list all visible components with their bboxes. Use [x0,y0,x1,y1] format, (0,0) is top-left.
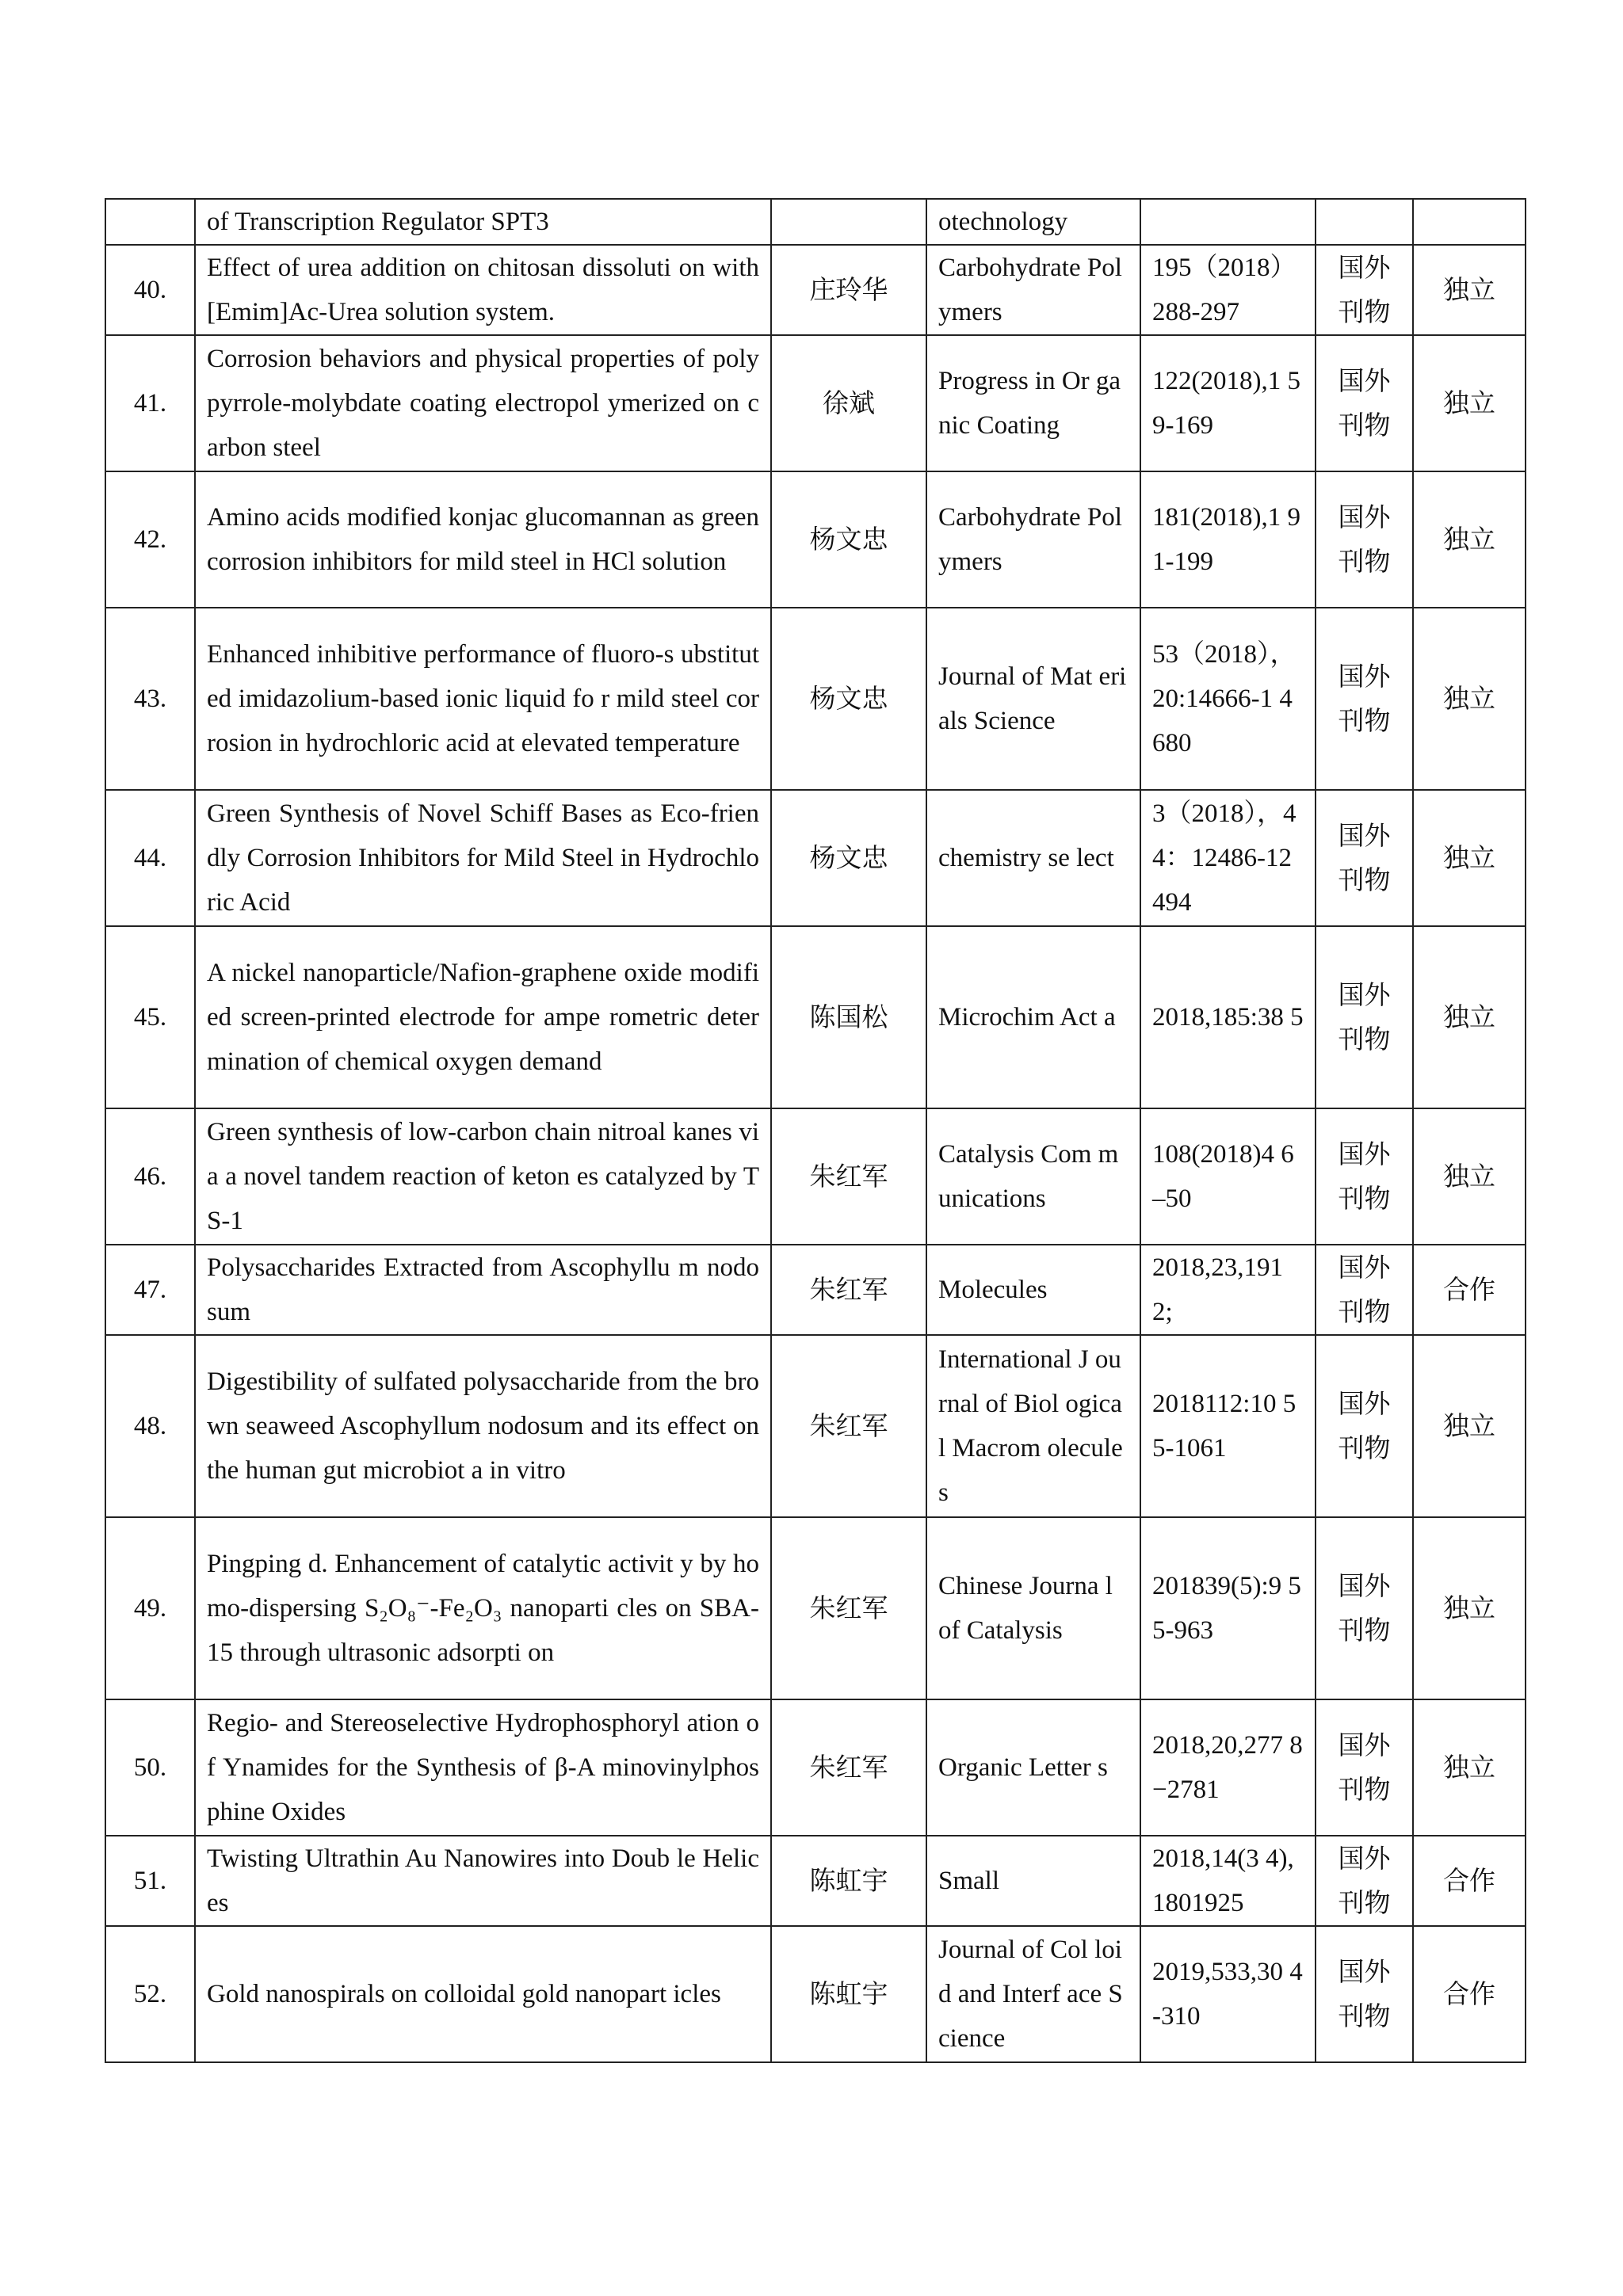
journal-name: Carbohydrate Polymers [938,254,1122,326]
cooperation-type: 独立 [1443,1410,1495,1441]
journal-name-cell [926,608,1140,790]
author-name: 徐斌 [823,387,875,418]
volume-pages: 2018,185:38 5 [1152,1003,1304,1032]
cooperation-type-cell [1413,471,1526,608]
journal-name: Journal of Col loid and Interf ace Science [938,1936,1123,2053]
table-row [105,1699,1526,1836]
journal-name-cell [926,1836,1140,1926]
journal-name: Chinese Journa l of Catalysis [938,1572,1113,1645]
row-number: 40. [133,276,167,304]
volume-pages: 108(2018)4 6–50 [1152,1140,1294,1213]
publication-type-cell [1316,1836,1413,1926]
volume-pages-cell [1140,1108,1316,1245]
publication-type-cell [1316,608,1413,790]
author-name: 庄玲华 [809,274,888,305]
publications-table-body [105,199,1526,2062]
author-name: 朱红军 [809,1410,888,1441]
journal-name-cell [926,1335,1140,1517]
volume-pages: 2018,23,191 2; [1152,1253,1283,1326]
cooperation-type-cell [1413,790,1526,926]
author-name-cell [771,1836,926,1926]
table-row [105,1926,1526,2062]
author-name: 朱红军 [809,1592,888,1623]
cooperation-type: 独立 [1443,1752,1495,1783]
volume-pages: 181(2018),1 91-199 [1152,503,1300,576]
row-number-cell [105,245,195,335]
row-number: 41. [133,389,167,418]
table-row [105,790,1526,926]
publication-type-cell [1316,790,1413,926]
paper-title: Effect of urea addition on chitosan dissoluti on with [Emim]Ac-Urea solution system. [207,254,759,326]
paper-title: Digestibility of sulfated polysaccharide from the brown seaweed Ascophyllum nodosum and its effect on the human gut microbiot a in vitro [207,1367,759,1485]
cooperation-type: 独立 [1443,1001,1495,1032]
row-number-cell [105,790,195,926]
paper-title-cell [195,199,771,245]
cooperation-type-cell [1413,335,1526,471]
journal-name-cell [926,1517,1140,1699]
publication-type-cell [1316,335,1413,471]
journal-name: Catalysis Com munications [938,1140,1119,1213]
cooperation-type: 独立 [1443,387,1495,418]
row-number: 46. [133,1162,167,1191]
journal-name: otechnology [938,208,1068,236]
row-number-cell [105,926,195,1108]
publication-type: 国外刊物 [1338,1843,1391,1918]
journal-name-cell [926,1926,1140,2062]
row-number-cell [105,471,195,608]
volume-pages: 53（2018），20:14666-1 4680 [1152,640,1296,757]
journal-name: Carbohydrate Polymers [938,503,1122,576]
author-name: 朱红军 [809,1752,888,1783]
row-number: 43. [133,685,167,713]
journal-name: Small [938,1867,1000,1895]
cooperation-type: 独立 [1443,274,1495,305]
volume-pages-cell [1140,1335,1316,1517]
publication-type-cell [1316,1699,1413,1836]
volume-pages-cell [1140,1245,1316,1335]
volume-pages-cell [1140,199,1316,245]
author-name-cell [771,1699,926,1836]
journal-name-cell [926,245,1140,335]
publication-type: 国外刊物 [1338,1570,1391,1646]
row-number-cell [105,1108,195,1245]
publications-table [105,198,1526,2063]
row-number: 47. [133,1276,167,1304]
table-row [105,199,1526,245]
volume-pages-cell [1140,1926,1316,2062]
volume-pages: 195（2018）288-297 [1152,254,1296,326]
volume-pages: 3（2018），44：12486-12494 [1152,799,1296,917]
row-number-cell [105,1926,195,2062]
row-number: 52. [133,1980,167,2008]
table-row [105,1245,1526,1335]
cooperation-type: 独立 [1443,1161,1495,1192]
paper-title: of Transcription Regulator SPT3 [207,208,549,236]
author-name-cell [771,1245,926,1335]
publication-type-cell [1316,1335,1413,1517]
paper-title: Green synthesis of low-carbon chain nitroal kanes via a novel tandem reaction of keton es catalyzed by TS-1 [207,1118,759,1235]
journal-name-cell [926,471,1140,608]
cooperation-type-cell [1413,1517,1526,1699]
publication-type: 国外刊物 [1338,365,1391,441]
volume-pages: 201839(5):9 55-963 [1152,1572,1301,1645]
author-name: 杨文忠 [809,842,888,873]
volume-pages-cell [1140,471,1316,608]
volume-pages: 2019,533,30 4-310 [1152,1958,1303,2031]
cooperation-type-cell [1413,1926,1526,2062]
author-name-cell [771,1108,926,1245]
volume-pages-cell [1140,608,1316,790]
cooperation-type-cell [1413,199,1526,245]
row-number: 49. [133,1594,167,1623]
cooperation-type: 独立 [1443,524,1495,555]
publication-type-cell [1316,1926,1413,2062]
publication-type-cell [1316,926,1413,1108]
cooperation-type-cell [1413,1108,1526,1245]
paper-title-cell [195,1926,771,2062]
table-row [105,245,1526,335]
author-name: 杨文忠 [809,683,888,714]
publication-type-cell [1316,1517,1413,1699]
author-name-cell [771,926,926,1108]
cooperation-type: 合作 [1443,1865,1495,1896]
paper-title: A nickel nanoparticle/Nafion-graphene oxide modified screen-printed electrode for ampe rometric determination of chemical oxygen demand [207,959,759,1076]
cooperation-type-cell [1413,1245,1526,1335]
publication-type-cell [1316,199,1413,245]
row-number: 50. [133,1753,167,1782]
author-name: 朱红军 [809,1274,888,1305]
journal-name: Journal of Mat erials Science [938,662,1127,735]
journal-name-cell [926,926,1140,1108]
row-number-cell [105,199,195,245]
paper-title: Gold nanospirals on colloidal gold nanopart icles [207,1980,721,2008]
row-number: 51. [133,1867,167,1895]
row-number: 42. [133,525,167,554]
author-name: 陈虹宇 [809,1865,888,1896]
paper-title: Pingping d. Enhancement of catalytic activit y by homo-dispersing S₂O₈⁻-Fe₂O₃ nanoparti cles on SBA-15 through ultrasonic adsorpti on [207,1550,759,1667]
volume-pages-cell [1140,790,1316,926]
journal-name-cell [926,199,1140,245]
volume-pages-cell [1140,1517,1316,1699]
cooperation-type-cell [1413,608,1526,790]
journal-name-cell [926,335,1140,471]
cooperation-type-cell [1413,245,1526,335]
author-name-cell [771,1517,926,1699]
publication-type: 国外刊物 [1338,252,1391,327]
publication-type: 国外刊物 [1338,979,1391,1055]
author-name-cell [771,790,926,926]
journal-name: Microchim Act a [938,1003,1116,1032]
paper-title-cell [195,245,771,335]
publication-type-cell [1316,1108,1413,1245]
table-row [105,926,1526,1108]
paper-title: Enhanced inhibitive performance of fluoro-s ubstituted imidazolium-based ionic liquid fo r mild steel corrosion in hydrochloric acid at elevated temperature [207,640,759,757]
publication-type: 国外刊物 [1338,1138,1391,1214]
cooperation-type-cell [1413,1335,1526,1517]
journal-name: chemistry se lect [938,844,1114,872]
journal-name: Molecules [938,1276,1048,1304]
row-number: 45. [133,1003,167,1032]
author-name-cell [771,245,926,335]
publication-type: 国外刊物 [1338,820,1391,895]
publication-type: 国外刊物 [1338,1730,1391,1805]
volume-pages-cell [1140,926,1316,1108]
publication-type-cell [1316,245,1413,335]
cooperation-type: 独立 [1443,683,1495,714]
paper-title-cell [195,926,771,1108]
journal-name: Progress in Or ganic Coating [938,367,1121,440]
paper-title-cell [195,471,771,608]
author-name-cell [771,335,926,471]
row-number-cell [105,1836,195,1926]
row-number-cell [105,1245,195,1335]
paper-title-cell [195,790,771,926]
cooperation-type: 合作 [1443,1978,1495,2009]
volume-pages: 2018,20,277 8−2781 [1152,1731,1303,1804]
row-number-cell [105,335,195,471]
cooperation-type-cell [1413,1699,1526,1836]
row-number: 44. [133,844,167,872]
paper-title-cell [195,1699,771,1836]
author-name-cell [771,608,926,790]
row-number-cell [105,1517,195,1699]
row-number-cell [105,1699,195,1836]
paper-title-cell [195,1335,771,1517]
row-number: 48. [133,1412,167,1440]
author-name: 陈国松 [809,1001,888,1032]
publication-type: 国外刊物 [1338,661,1391,736]
volume-pages-cell [1140,1699,1316,1836]
publication-type: 国外刊物 [1338,1956,1391,2031]
volume-pages: 2018112:10 55-1061 [1152,1390,1296,1463]
paper-title-cell [195,335,771,471]
volume-pages-cell [1140,245,1316,335]
paper-title-cell [195,1836,771,1926]
table-row [105,608,1526,790]
publication-type-cell [1316,471,1413,608]
paper-title: Amino acids modified konjac glucomannan as green corrosion inhibitors for mild steel in HCl solution [207,503,759,576]
table-row [105,1836,1526,1926]
paper-title: Twisting Ultrathin Au Nanowires into Doub le Helices [207,1844,759,1917]
author-name-cell [771,1926,926,2062]
paper-title: Green Synthesis of Novel Schiff Bases as Eco‐friendly Corrosion Inhibitors for Mild Steel in Hydrochloric Acid [207,799,759,917]
journal-name: Organic Letter s [938,1753,1108,1782]
publication-type-cell [1316,1245,1413,1335]
author-name: 陈虹宇 [809,1978,888,2009]
publication-type: 国外刊物 [1338,1252,1391,1327]
paper-title-cell [195,1245,771,1335]
author-name-cell [771,199,926,245]
paper-title-cell [195,1517,771,1699]
paper-title-cell [195,608,771,790]
cooperation-type-cell [1413,1836,1526,1926]
paper-title-cell [195,1108,771,1245]
table-row [105,335,1526,471]
journal-name-cell [926,1108,1140,1245]
volume-pages-cell [1140,335,1316,471]
row-number-cell [105,608,195,790]
author-name-cell [771,1335,926,1517]
journal-name-cell [926,1245,1140,1335]
cooperation-type: 独立 [1443,1592,1495,1623]
cooperation-type-cell [1413,926,1526,1108]
volume-pages-cell [1140,1836,1316,1926]
table-row [105,1335,1526,1517]
publication-type: 国外刊物 [1338,1388,1391,1463]
table-row [105,471,1526,608]
paper-title: Corrosion behaviors and physical properties of polypyrrole-molybdate coating electropol ymerized on carbon steel [207,345,759,462]
author-name: 杨文忠 [809,524,888,555]
author-name-cell [771,471,926,608]
cooperation-type: 独立 [1443,842,1495,873]
table-row [105,1517,1526,1699]
cooperation-type: 合作 [1443,1274,1495,1305]
volume-pages: 122(2018),1 59-169 [1152,367,1300,440]
volume-pages: 2018,14(3 4),1801925 [1152,1844,1294,1917]
journal-name-cell [926,1699,1140,1836]
paper-title: Polysaccharides Extracted from Ascophyllu m nodosum [207,1253,759,1326]
row-number-cell [105,1335,195,1517]
author-name: 朱红军 [809,1161,888,1192]
table-row [105,1108,1526,1245]
publication-type: 国外刊物 [1338,502,1391,577]
paper-title: Regio- and Stereoselective Hydrophosphoryl ation of Ynamides for the Synthesis of β-A minovinylphosphine Oxides [207,1709,759,1826]
journal-name-cell [926,790,1140,926]
journal-name: International J ournal of Biol ogical Macrom olecules [938,1345,1123,1507]
